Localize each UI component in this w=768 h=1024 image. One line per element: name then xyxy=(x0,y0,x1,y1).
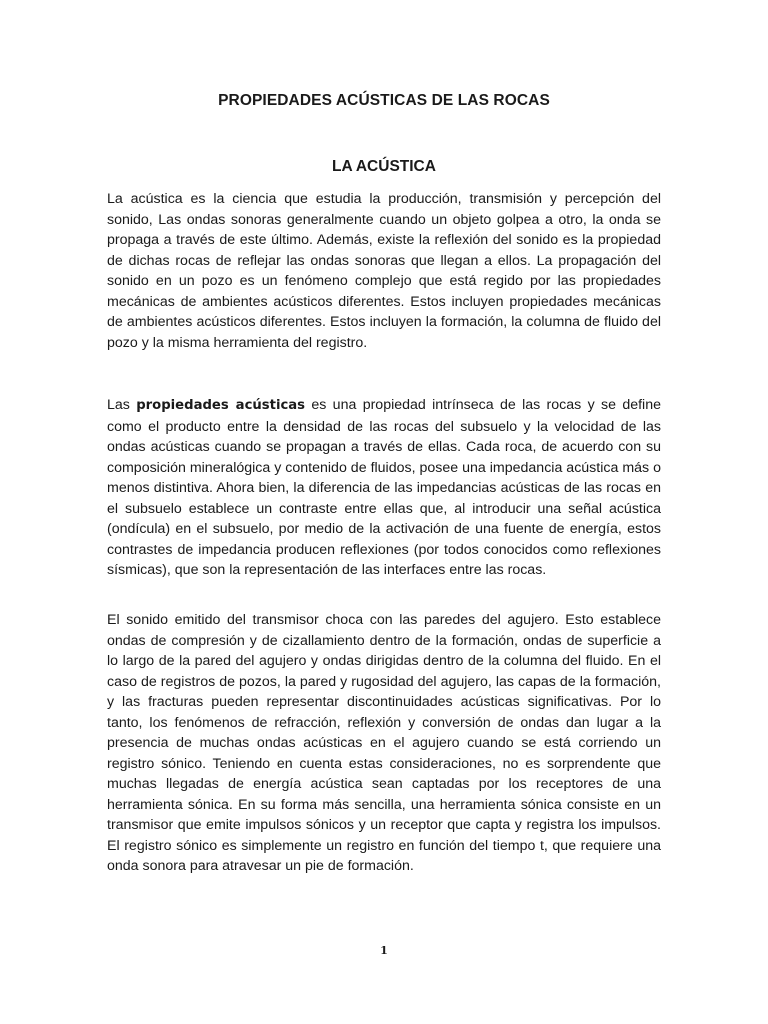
page-number: 1 xyxy=(380,944,388,957)
paragraph-acoustics-definition: La acústica es la ciencia que estudia la producción, transmisión y percepción del sonido, Las ondas sonoras generalmente cuando un objeto golpea a otro, la onda se propaga a través de este último. Además, existe la reflexión del sonido es la propiedad de dichas rocas de reflejar las ondas sonoras que llegan a ellos. La propagación del sonido en un pozo es un fenómeno complejo que está regido por las propiedades mecánicas de ambientes acústicos diferentes. Estos incluyen propiedades mecánicas de ambientes acústicos diferentes. Estos incluyen la formación, la columna de fluido del pozo y la misma herramienta del registro. xyxy=(107,191,661,351)
document-title: PROPIEDADES ACÚSTICAS DE LAS ROCAS xyxy=(218,92,550,109)
paragraph-body-text: es una propiedad intrínseca de las rocas y se define como el producto entre la densidad de las rocas del subsuelo y la velocidad de las ondas acústicas cuando se propagan a través de ellas. Cada roca, de acuerdo con su composición mineralógica y contenido de fluidos, posee una impedancia acústica más o menos distintiva. Ahora bien, la diferencia de las impedancias acústicas de las rocas en el subsuelo establece un contraste entre ellas que, al introducir una señal acústica (ondícula) en el subsuelo, por medio de la activación de una fuente de energía, estos contrastes de impedancia producen reflexiones (por todos conocidos como reflexiones sísmicas), que son la representación de las interfaces entre las rocas. xyxy=(107,397,661,578)
paragraph-lead-text: Las xyxy=(107,397,137,413)
section-heading: LA ACÚSTICA xyxy=(332,158,436,175)
bold-term-acoustic-properties: propiedades acústicas xyxy=(136,398,306,413)
paragraph-acoustic-properties xyxy=(107,395,661,581)
paragraph-sonic-tool: El sonido emitido del transmisor choca con las paredes del agujero. Esto establece ondas de compresión y de cizallamiento dentro de la formación, ondas de superficie a lo largo de la pared del agujero y ondas dirigidas dentro de la columna del fluido. En el caso de registros de pozos, la pared y rugosidad del agujero, las capas de la formación, y las fracturas pueden representar discontinuidades acústicas significativas. Por lo tanto, los fenómenos de refracción, reflexión y conversión de ondas dan lugar a la presencia de muchas ondas acústicas en el agujero cuando se está corriendo un registro sónico. Teniendo en cuenta estas consideraciones, no es sorprendente que muchas llegadas de energía acústica sean captadas por los receptores de una herramienta sónica. En su forma más sencilla, una herramienta sónica consiste en un transmisor que emite impulsos sónicos y un receptor que capta y registra los impulsos. El registro sónico es simplemente un registro en función del tiempo t, que requiere una onda sonora para atravesar un pie de formación. xyxy=(107,612,661,874)
